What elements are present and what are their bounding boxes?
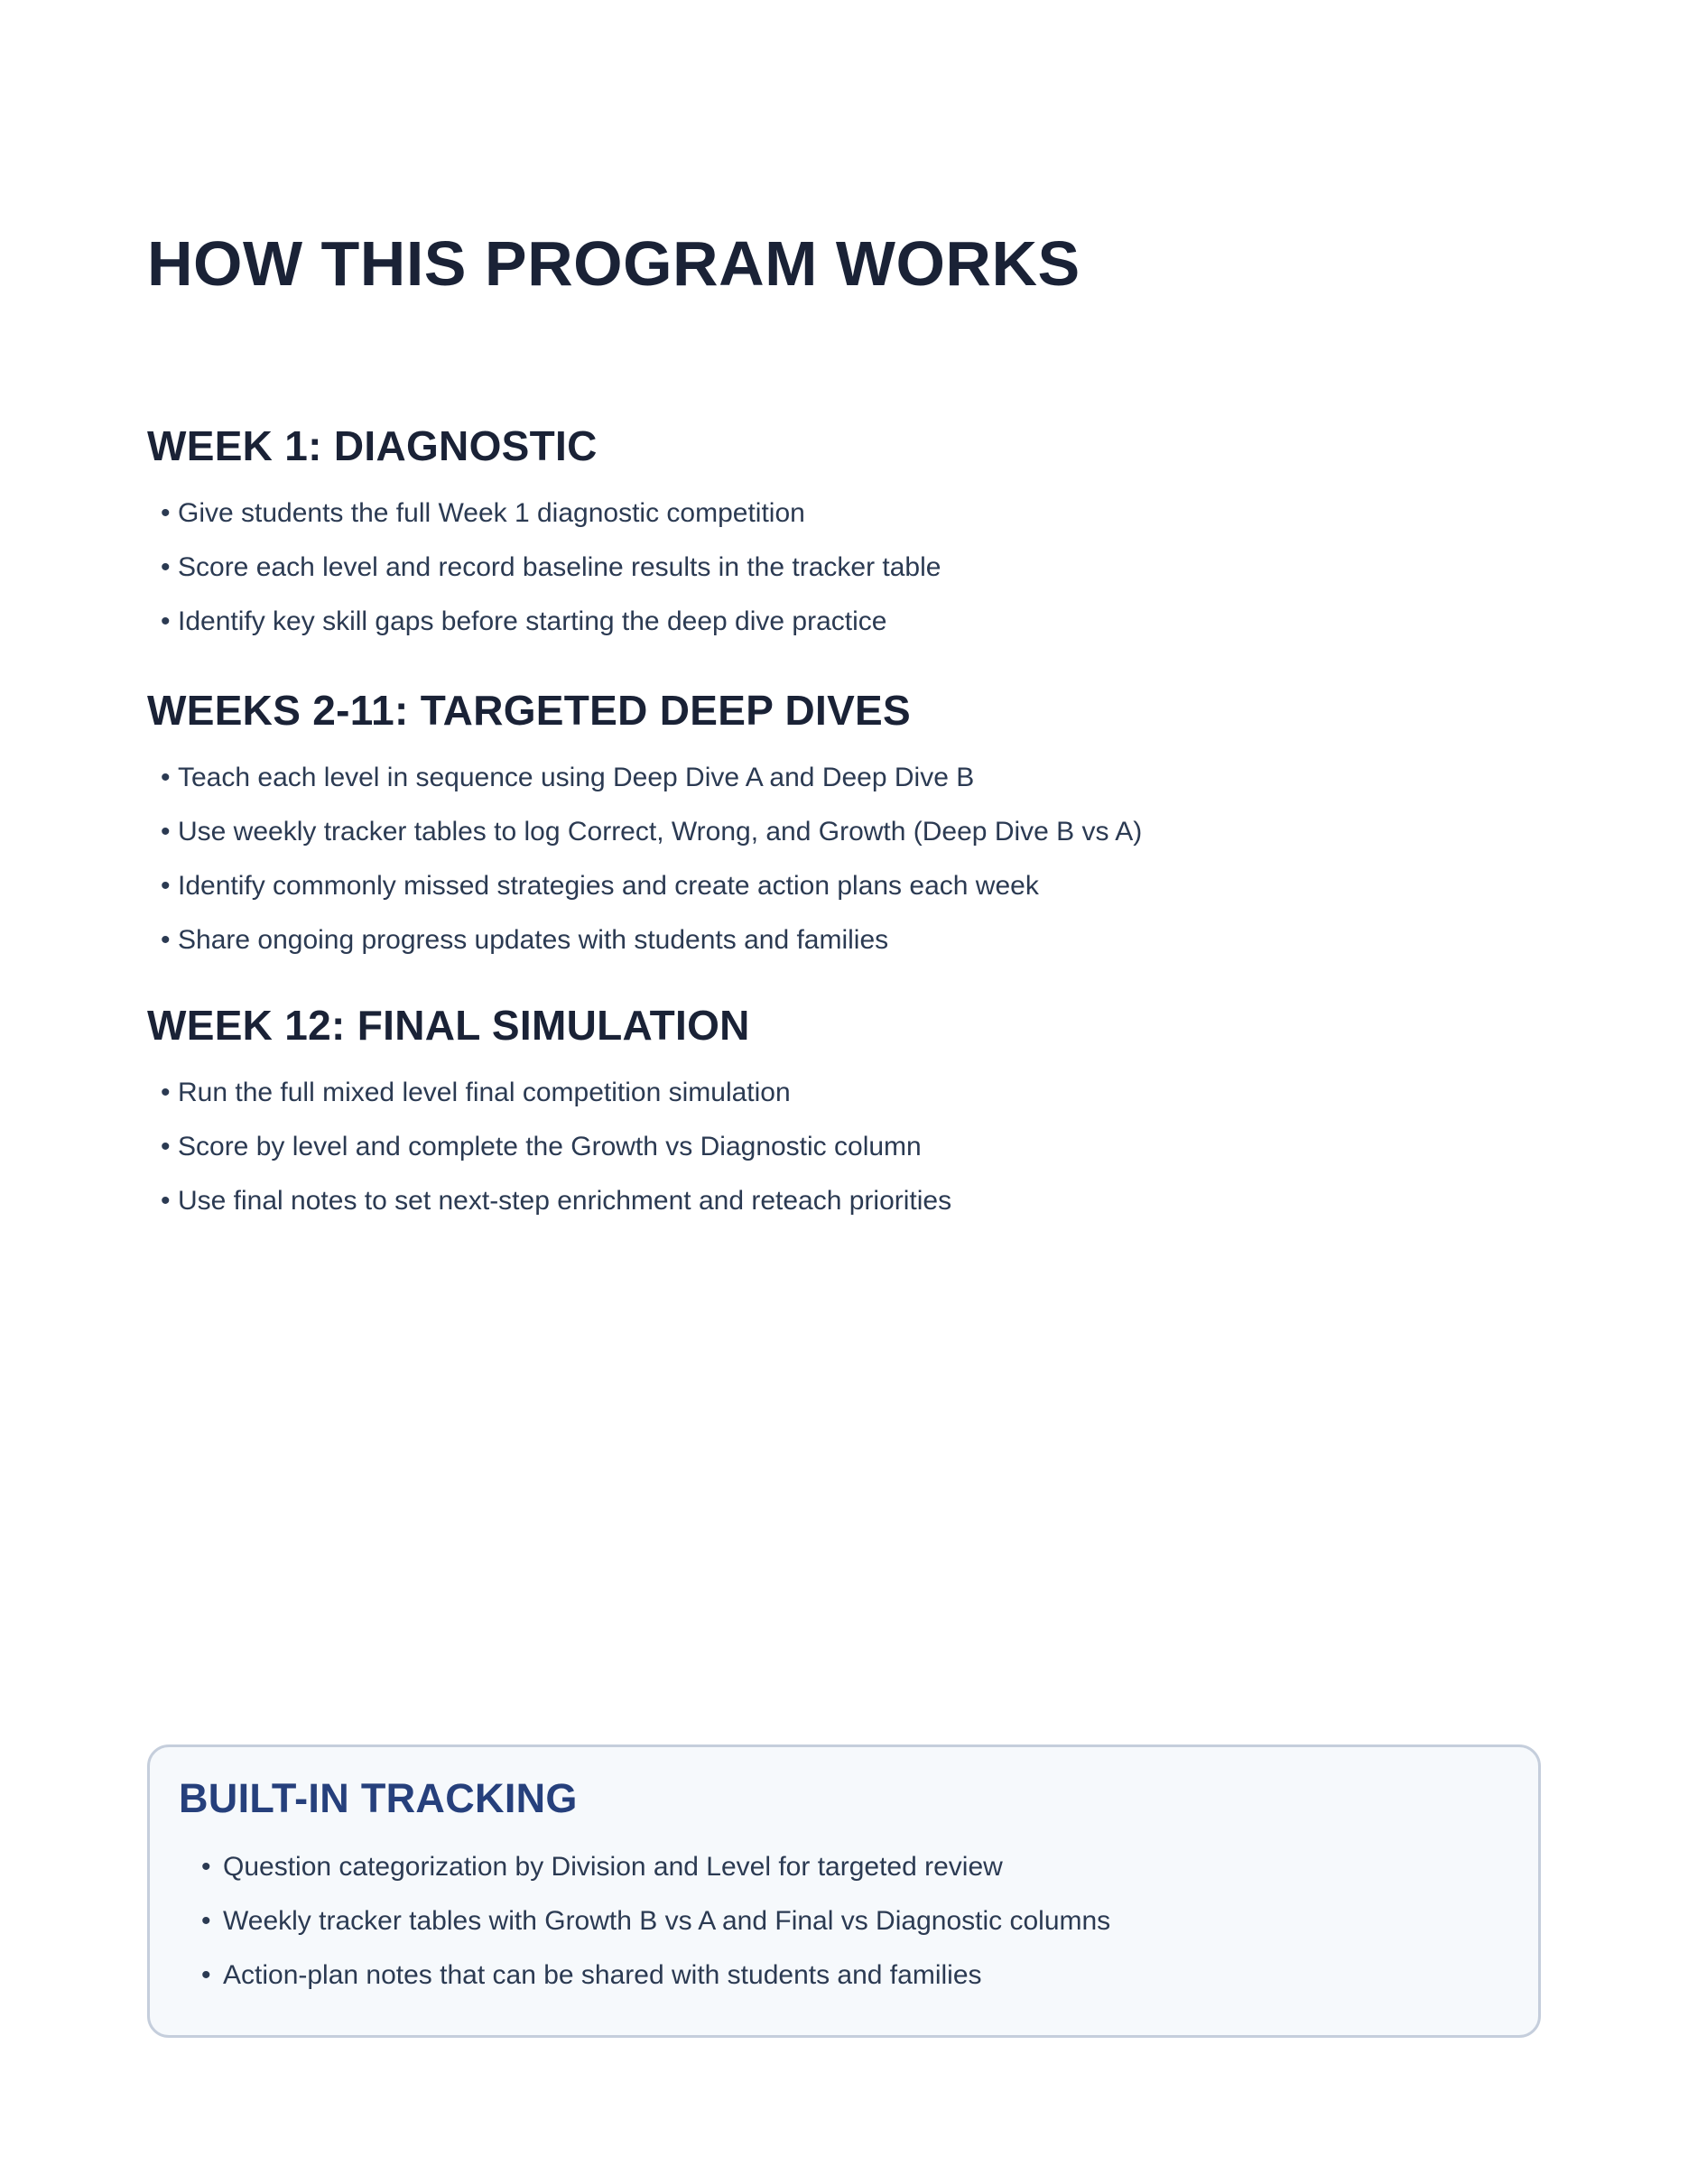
bullet-item: • Teach each level in sequence using Deep Dive A and Deep Dive B xyxy=(147,751,1544,805)
section-week-1-bullet-list xyxy=(147,486,1544,649)
bullet-item: • Share ongoing progress updates with students and families xyxy=(147,913,1544,967)
bullet-item: • Score by level and complete the Growth vs Diagnostic column xyxy=(147,1120,1544,1174)
bullet-item: • Identify key skill gaps before starting the deep dive practice xyxy=(147,595,1544,649)
section-heading-week-1-diagnostic: WEEK 1: DIAGNOSTIC xyxy=(147,422,598,469)
bullet-item: • Weekly tracker tables with Growth B vs A and Final vs Diagnostic columns xyxy=(179,1894,1488,1948)
bullet-item: • Give students the full Week 1 diagnostic competition xyxy=(147,486,1544,541)
bullet-item: • Use weekly tracker tables to log Correct, Wrong, and Growth (Deep Dive B vs A) xyxy=(147,805,1544,859)
bullet-item: • Run the full mixed level final competition simulation xyxy=(147,1066,1544,1120)
built-in-tracking-callout xyxy=(147,1744,1541,2038)
section-weeks-2-11-bullet-list xyxy=(147,751,1544,967)
bullet-item: • Use final notes to set next-step enrichment and reteach priorities xyxy=(147,1174,1544,1228)
bullet-item: • Action-plan notes that can be shared with students and families xyxy=(179,1948,1488,2003)
section-week-12-bullet-list xyxy=(147,1066,1544,1228)
bullet-item: • Question categorization by Division and Level for targeted review xyxy=(179,1840,1488,1894)
callout-bullet-list xyxy=(179,1840,1488,2003)
bullet-item: • Identify commonly missed strategies and create action plans each week xyxy=(147,859,1544,913)
bullet-item: • Score each level and record baseline results in the tracker table xyxy=(147,541,1544,595)
section-heading-week-12-final-simulation: WEEK 12: FINAL SIMULATION xyxy=(147,1002,750,1049)
callout-heading: BUILT-IN TRACKING xyxy=(179,1775,578,1821)
section-heading-weeks-2-11-targeted-deep-dives: WEEKS 2-11: TARGETED DEEP DIVES xyxy=(147,687,912,734)
page-title: HOW THIS PROGRAM WORKS xyxy=(147,228,1081,299)
